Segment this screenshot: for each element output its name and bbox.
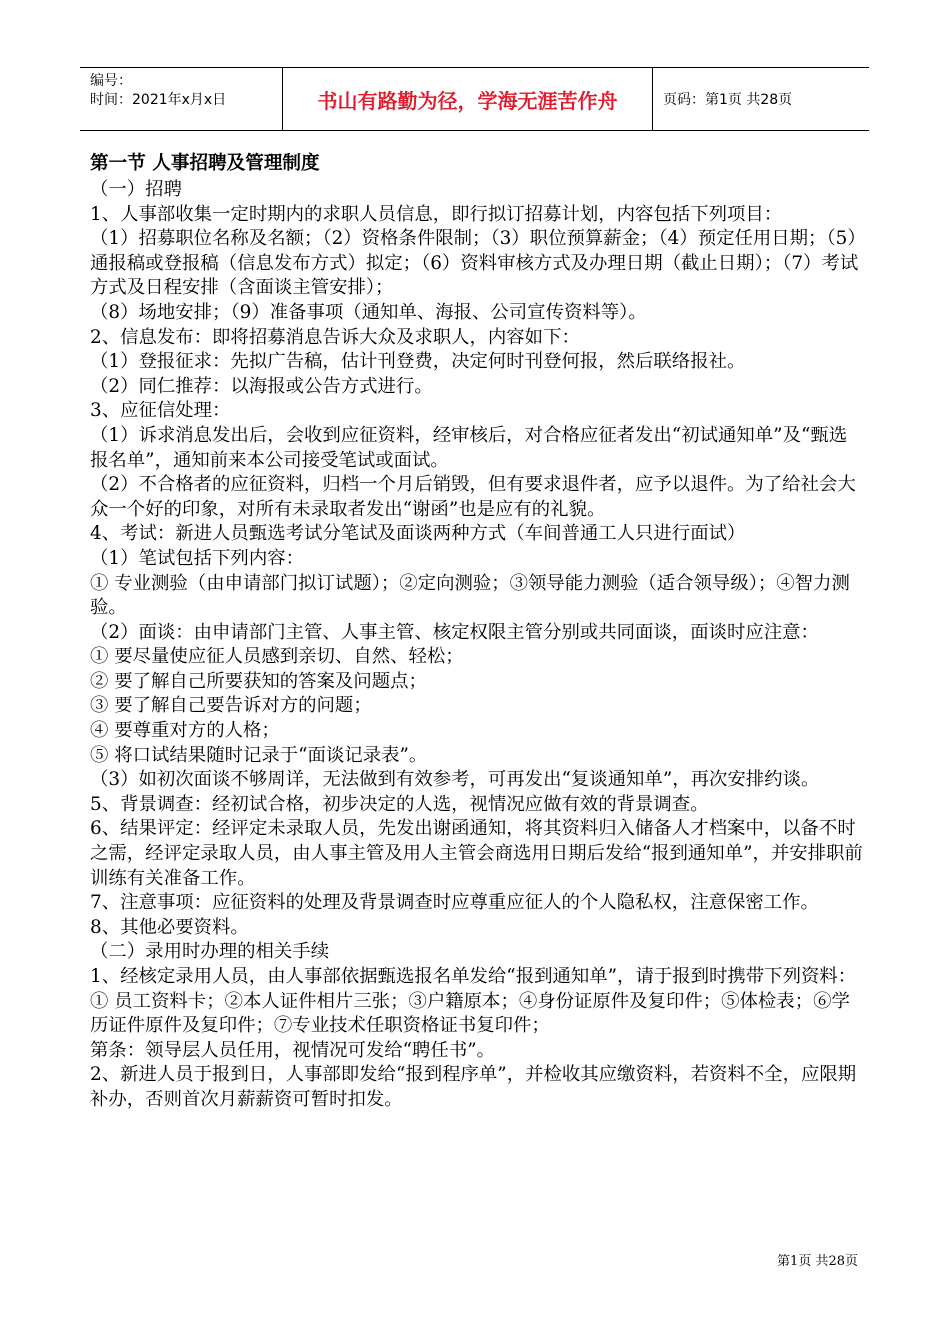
paragraph: 3、应征信处理： — [90, 400, 231, 422]
paragraph: （1）招募职位名称及名额；（2）资格条件限制；（3）职位预算薪金；（4）预定任用日期；（5）通报稿或登报稿（信息发布方式）拟定；（6）资料审核方式及办理日期（截止日期）；（7）考试方式及日程安排（含面谈主管安排）； — [90, 228, 859, 299]
paragraph: ① 员工资料卡；②本人证件相片三张；③户籍原本；④身份证原件及复印件；⑤体检表；⑥学历证件原件及复印件；⑦专业技术任职资格证书复印件； — [90, 990, 850, 1037]
paragraph: （1）笔试包括下列内容： — [90, 547, 304, 569]
paragraph: ② 要了解自己所要获知的答案及问题点； — [90, 670, 427, 692]
paragraph: （3）如初次面谈不够周详，无法做到有效参考，可再发出“复谈通知单”，再次安排约谈。 — [90, 769, 820, 791]
paragraph: ① 要尽量使应征人员感到亲切、自然、轻松； — [90, 646, 464, 668]
paragraph: （一）招聘 — [90, 179, 182, 200]
header-info-cell — [80, 68, 282, 130]
paragraph: 2、信息发布：即将招募消息告诉大众及求职人，内容如下： — [90, 326, 580, 348]
page-footer: 第1页 共28页 — [777, 1254, 858, 1269]
page-header — [80, 67, 869, 131]
paragraph: （2）不合格者的应征资料，归档一个月后销毁，但有要求退件者，应予以退件。为了给社会大众一个好的印象，对所有未录取者发出“谢函”也是应有的礼貌。 — [90, 474, 856, 520]
paragraph: 1、经核定录用人员，由人事部依据甄选报名单发给“报到通知单”，请于报到时携带下列资料： — [90, 966, 857, 987]
paragraph: 4、考试：新进人员甄选考试分笔试及面谈两种方式（车间普通工人只进行面试） — [90, 523, 746, 545]
document-body — [90, 150, 865, 1113]
paragraph: 2、新进人员于报到日，人事部即发给“报到程序单”，并检收其应缴资料，若资料不全，应限期补办，否则首次月薪薪资可暂时扣发。 — [90, 1064, 857, 1110]
paragraph: ③ 要了解自己要告诉对方的问题； — [90, 695, 372, 717]
header-time-label: 时间：2021年x月x日 — [90, 92, 227, 108]
paragraph: ④ 要尊重对方的人格； — [90, 720, 280, 742]
paragraph: ⑤ 将口试结果随时记录于“面谈记录表”。 — [90, 744, 428, 766]
paragraph: （2）同仁推荐：以海报或公告方式进行。 — [90, 375, 433, 397]
paragraph: （1）登报征求：先拟广告稿，估计刊登费，决定何时刊登何报，然后联络报社。 — [90, 351, 746, 373]
paragraph: 1、人事部收集一定时期内的求职人员信息，即行拟订招募计划，内容包括下列项目： — [90, 203, 783, 225]
paragraph: 8、其他必要资料。 — [90, 916, 249, 938]
paragraph: 7、注意事项：应征资料的处理及背景调查时应尊重应征人的个人隐私权，注意保密工作。 — [90, 892, 819, 914]
header-page-label: 页码：第1页 共28页 — [663, 92, 793, 108]
paragraph: （1）诉求消息发出后，会收到应征资料，经审核后，对合格应征者发出“初试通知单”及“甄选报名单”，通知前来本公司接受笔试或面试。 — [90, 424, 848, 471]
paragraph: 6、结果评定：经评定未录取人员，先发出谢函通知，将其资料归入储备人才档案中，以备不时之需，经评定录取人员，由人事主管及用人主管会商选用日期后发给“报到通知单”，并安排职前训练有关准备工作。 — [90, 818, 863, 889]
paragraph: ① 专业测验（由申请部门拟订试题）；②定向测验；③领导能力测验（适合领导级）；④智力测验。 — [90, 572, 850, 619]
section-title: 第一节 人事招聘及管理制度 — [90, 153, 320, 174]
header-code-label: 编号： — [90, 73, 132, 89]
paragraph: （8）场地安排；（9）准备事项（通知单、海报、公司宣传资料等）。 — [90, 301, 647, 323]
paragraph: （2）面谈：由申请部门主管、人事主管、核定权限主管分别或共同面谈，面谈时应注意： — [90, 621, 819, 643]
paragraph: （二）录用时办理的相关手续 — [90, 941, 330, 963]
header-motto: 书山有路勤为径，学海无涯苦作舟 — [282, 68, 653, 130]
paragraph: 5、背景调查：经初试合格，初步决定的人选，视情况应做有效的背景调查。 — [90, 793, 709, 815]
paragraph: 第条：领导层人员任用，视情况可发给“聘任书”。 — [90, 1039, 496, 1061]
